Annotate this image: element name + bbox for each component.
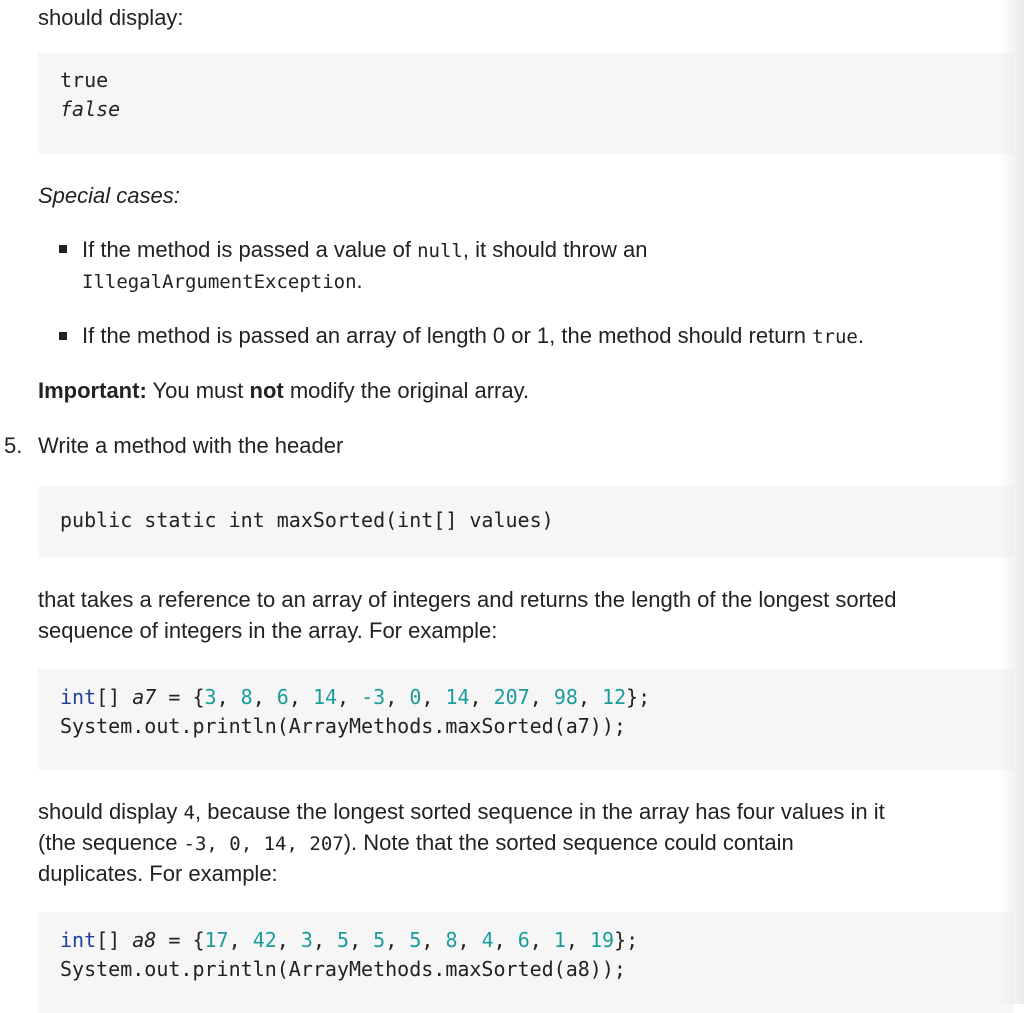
paragraph-line: sequence of integers in the array. For example: — [38, 618, 498, 643]
code-number: 6 — [517, 928, 530, 952]
text: (the sequence — [38, 830, 184, 855]
text: . — [356, 268, 363, 293]
code-block-output — [38, 53, 1014, 154]
code-block-example-a8: int[] a8 = {17, 42, 3, 5, 5, 5, 8, 4, 6, 1, 19}; System.out.println(ArrayMethods.maxSorted(a8)); — [38, 912, 1014, 1013]
text: If the method is passed a value of — [82, 237, 418, 262]
bullet-item-null-cont — [82, 265, 363, 298]
text: You must — [146, 378, 250, 403]
important-note — [38, 375, 529, 406]
code-number: 8 — [445, 928, 458, 952]
code-number: 207 — [493, 685, 530, 709]
code-number: 14 — [312, 685, 338, 709]
code-number: 42 — [252, 928, 277, 952]
bullet-item-null — [82, 234, 648, 267]
code-text: }; — [626, 685, 651, 709]
code-text: }; — [614, 928, 639, 952]
bold-not: not — [249, 378, 284, 403]
code-text: [] — [96, 685, 133, 709]
text: . — [857, 323, 864, 348]
list-number-5: 5. — [4, 433, 23, 458]
code-number: 3 — [204, 685, 217, 709]
text: should display — [38, 799, 184, 824]
code-number: -3 — [361, 685, 386, 709]
code-line: false — [60, 97, 121, 121]
code-number: 14 — [445, 685, 470, 709]
special-cases-heading: Special cases: — [38, 183, 180, 208]
text: , because the longest sorted sequence in the array has four values in it — [195, 799, 885, 824]
code-number: 4 — [481, 928, 494, 952]
code-number: 1 — [553, 928, 566, 952]
code-block-header — [38, 486, 1014, 558]
code-keyword: int — [60, 685, 97, 709]
inline-code: -3, 0, 14, 207 — [183, 833, 344, 855]
inline-code: true — [812, 326, 858, 348]
paragraph-line — [38, 796, 885, 829]
code-line: System.out.println(ArrayMethods.maxSorted(a7)); — [60, 714, 626, 738]
code-block-example-a7: int[] a7 = {3, 8, 6, 14, -3, 0, 14, 207, 98, 12}; System.out.println(ArrayMethods.maxSorted(a7)); — [38, 669, 1014, 770]
should-display-text: should display: — [38, 5, 184, 30]
code-number: 19 — [590, 928, 615, 952]
code-number: 3 — [300, 928, 313, 952]
code-var: a7 — [132, 685, 157, 709]
paragraph-line: that takes a reference to an array of integers and returns the length of the longest sorted — [38, 587, 897, 612]
code-number: 12 — [602, 685, 627, 709]
text: ). Note that the sorted sequence could contain — [343, 830, 794, 855]
text: If the method is passed an array of length 0 or 1, the method should return — [82, 323, 813, 348]
code-text: [] — [96, 928, 133, 952]
code-number: 5 — [373, 928, 386, 952]
bullet-item-length — [82, 320, 864, 353]
code-var: a8 — [132, 928, 157, 952]
important-label: Important: — [38, 378, 147, 403]
code-text: = { — [156, 928, 205, 952]
inline-code: IllegalArgumentException — [82, 271, 357, 293]
code-number: 17 — [204, 928, 229, 952]
code-number: 5 — [337, 928, 350, 952]
paragraph-line: duplicates. For example: — [38, 861, 278, 886]
item5-text: Write a method with the header — [38, 433, 344, 458]
code-number: 5 — [409, 928, 422, 952]
code-number: 98 — [553, 685, 578, 709]
code-line: System.out.println(ArrayMethods.maxSorted(a8)); — [60, 957, 626, 981]
text: modify the original array. — [283, 378, 530, 403]
text: , it should throw an — [462, 237, 648, 262]
code-text: = { — [156, 685, 205, 709]
code-number: 8 — [240, 685, 253, 709]
code-number: 6 — [276, 685, 289, 709]
code-keyword: int — [60, 928, 97, 952]
code-number: 0 — [409, 685, 422, 709]
inline-code: null — [417, 240, 463, 262]
bullet-icon — [59, 332, 67, 340]
bullet-icon — [59, 245, 67, 253]
code-line: true — [60, 68, 109, 92]
paragraph-line — [38, 827, 794, 860]
inline-code: 4 — [183, 802, 195, 824]
code-line: public static int maxSorted(int[] values) — [60, 508, 554, 532]
